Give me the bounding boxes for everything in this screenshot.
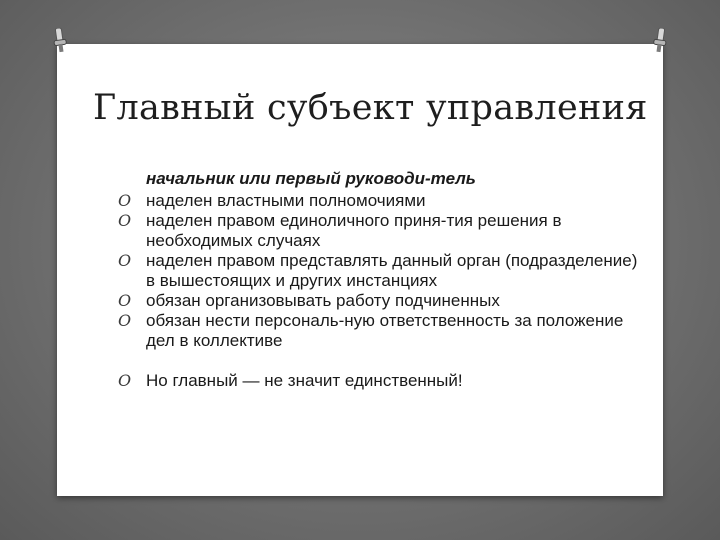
slide-title: Главный субъект управления (93, 88, 648, 128)
bullet-icon: O (118, 191, 132, 210)
list-item (118, 251, 638, 291)
list-intro: начальник или первый руководи-тель (146, 169, 476, 188)
bullet-icon: O (118, 371, 132, 390)
bullet-list (118, 169, 638, 391)
bullet-icon: O (118, 311, 132, 330)
list-item-text: обязан нести персональ-ную ответственность за положение дел в коллективе (146, 311, 624, 350)
bullet-icon: O (118, 291, 132, 310)
bullet-icon: O (118, 211, 132, 230)
bullet-icon: O (118, 251, 132, 270)
pushpin-icon (50, 27, 69, 55)
list-item (118, 211, 638, 251)
pushpin-icon (650, 27, 669, 55)
list-item-text: обязан организовывать работу подчиненных (146, 291, 500, 310)
list-item-text: Но главный — не значит единственный! (146, 371, 463, 390)
list-item (118, 291, 638, 311)
list-item (118, 191, 638, 211)
list-item (118, 371, 638, 391)
list-item-text: наделен властными полномочиями (146, 191, 426, 210)
list-item (118, 311, 638, 351)
list-item-text: наделен правом представлять данный орган (подразделение) в вышестоящих и других инстанциях (146, 251, 638, 290)
list-item-text: наделен правом единоличного приня-тия решения в необходимых случаях (146, 211, 562, 250)
